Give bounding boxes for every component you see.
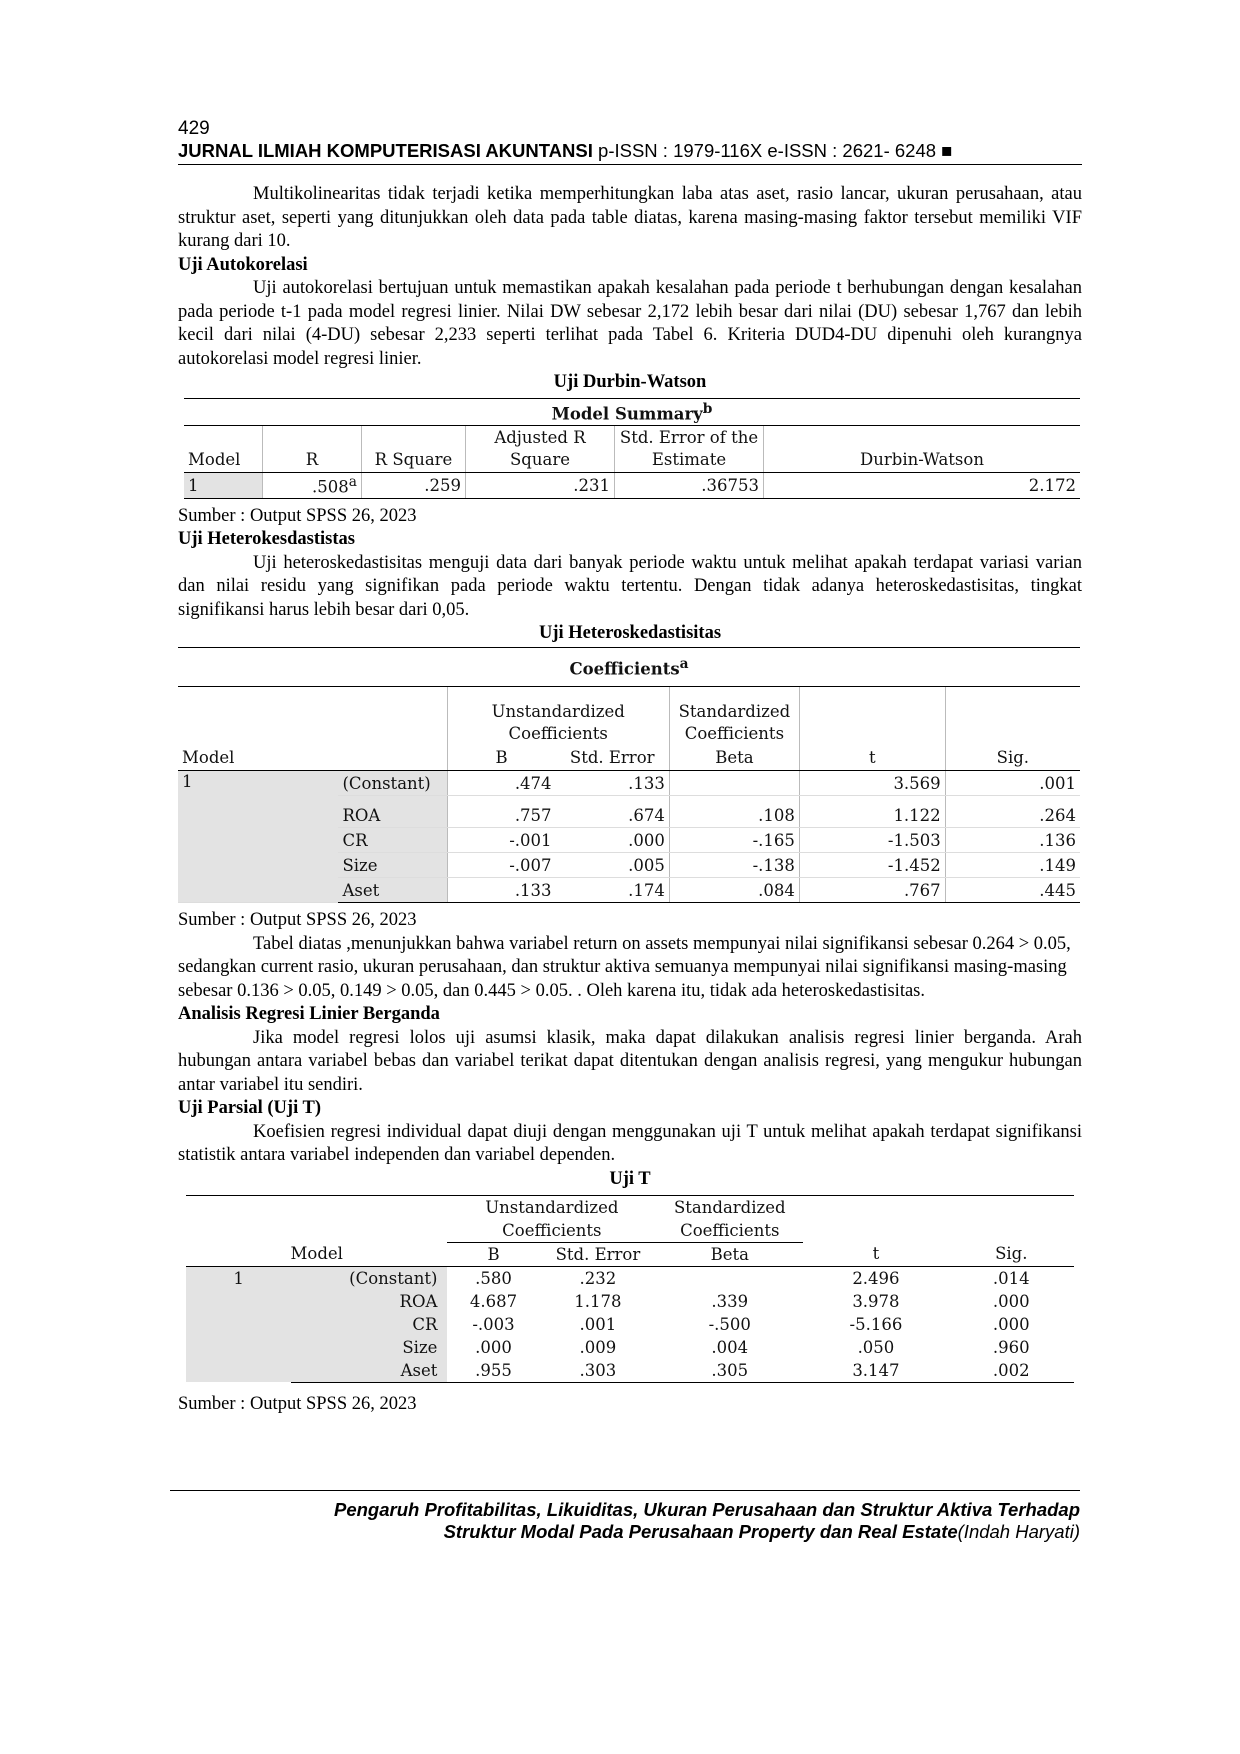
heteroskedastisitas-table [178,647,1080,903]
caption-heteroskedastisitas: Uji Heteroskedastisitas [538,623,722,643]
paragraph-heteroskedastisitas: Uji heteroskedastisitas menguji data dari banyak periode waktu untuk melihat apakah terdapat variasi varian dan nilai residu yang signifikan pada periode waktu tertentu. Dengan tidak adanya heteroskedastisitas, tingkat signifikansi harus lebih besar dari 0,05. [178,552,1082,620]
cell-t: -1.452 [799,853,945,878]
table-title: Model Summary$^b$ [184,399,1080,426]
cell-std-error: .009 [579,1337,617,1357]
row-label: ROA [338,796,447,828]
footer-author: (Indah Haryati) [957,1521,1080,1542]
cell-durbin-watson: 2.172 [764,473,1081,499]
header-sig: Sig. [949,1242,1074,1266]
cell-t: 2.496 [852,1268,900,1288]
cell-b: .474 [447,771,556,796]
heading-autokorelasi: Uji Autokorelasi [178,254,308,275]
uji-t-rows [186,1266,1074,1382]
cell-beta: .305 [656,1359,803,1383]
paragraph-hetero-result: Tabel diatas ,menunjukkan bahwa variabel return on assets mempunyai nilai signifikansi sebesar 0.264 > 0.05, sedangkan current rasio, ukuran perusahaan, dan struktur aktiva semuanya mempunyai nilai signifikansi masing-masing sebesar 0.136 > 0.05, 0.149 > 0.05, dan 0.445 > 0.05. . Oleh karena itu, tidak ada heteroskedastisitas. [178,933,1071,1001]
cell-t: .767 [799,878,945,903]
body-text-2 [178,505,1082,623]
cell-beta: .004 [711,1337,749,1357]
durbin-watson-table [184,398,1080,499]
header-model: Model [186,1242,447,1266]
cell-adjusted-r-square: .231 [466,473,615,499]
source-heteroskedastisitas: Sumber : Output SPSS 26, 2023 [178,910,417,930]
caption-durbin-watson: Uji Durbin-Watson [553,372,707,392]
header-model: Model [178,746,447,771]
cell-sig: .000 [992,1291,1030,1311]
cell-beta: -.165 [669,828,799,853]
paragraph-uji-t: Koefisien regresi individual dapat diuji dengan menggunakan uji T untuk melihat apakah terdapat signifikansi statistik antara variabel independen dan variabel dependen. [178,1121,1082,1165]
uji-t-table [186,1195,1074,1383]
page-footer [170,1490,1080,1543]
cell-beta: .084 [669,878,799,903]
cell-b: -.001 [447,828,556,853]
header-unstandardized: Unstandardized Coefficients [447,687,669,747]
header-t: t [803,1242,948,1266]
cell-r: .508$^a$ [263,473,362,499]
paragraph-regresi: Jika model regresi lolos uji asumsi klasik, maka dapat dilakukan analisis regresi linier berganda. Arah hubungan antara variabel bebas dan variabel terikat dapat ditentukan dengan analisis regresi, yang mengukur hubungan antar variabel itu sendiri. [178,1027,1082,1095]
cell-model: 1 [178,771,338,903]
header-sig: Sig. [945,746,1080,771]
cell-model: 1 [184,473,263,499]
cell-std-error: .001 [579,1314,617,1334]
cell-b: .133 [447,878,556,903]
cell-std-error: .36753 [615,473,764,499]
cell-b: .955 [447,1359,539,1383]
journal-header [178,140,1082,165]
cell-sig: .136 [945,828,1080,853]
cell-r-square: .259 [362,473,466,499]
cell-t: 1.122 [799,796,945,828]
cell-std-error: .133 [556,771,670,796]
cell-t: -5.166 [849,1314,903,1334]
cell-b: -.007 [447,853,556,878]
cell-b: -.003 [472,1314,515,1334]
cell-sig: .001 [945,771,1080,796]
cell-std-error: .232 [579,1268,617,1288]
header-r: R [263,426,362,473]
cell-std-error: .303 [540,1359,657,1383]
heteroskedastisitas-rows [178,771,1080,903]
cell-beta: -.138 [669,853,799,878]
cell-std-error: 1.178 [574,1291,622,1311]
cell-sig: .000 [992,1314,1030,1334]
paragraph-multikolinearitas: Multikolinearitas tidak terjadi ketika memperhitungkan laba atas aset, rasio lancar, ukuran perusahaan, atau struktur aset, seperti yang ditunjukkan oleh data pada table diatas, karena masing-masing faktor tersebut memiliki VIF kurang dari 10. [178,184,1082,251]
row-label: (Constant) [291,1266,447,1290]
row-label: Aset [291,1359,447,1383]
cell-std-error: .005 [556,853,670,878]
header-beta: Beta [669,746,799,771]
header-beta: Beta [656,1242,803,1266]
header-std-error-estimate: Std. Error of the Estimate [615,426,764,473]
cell-t: 3.147 [803,1359,948,1383]
row-label: Size [338,853,447,878]
cell-std-error: .674 [556,796,670,828]
cell-sig: .264 [945,796,1080,828]
heading-uji-t: Uji Parsial (Uji T) [178,1098,322,1118]
journal-name: JURNAL ILMIAH KOMPUTERISASI AKUNTANSI [178,140,593,161]
cell-t: -1.503 [799,828,945,853]
cell-t: 3.569 [799,771,945,796]
header-durbin-watson: Durbin-Watson [764,426,1081,473]
cell-b: 4.687 [469,1291,518,1311]
table-title: Coefficients$^a$ [178,648,1080,687]
cell-sig: .960 [992,1337,1030,1357]
heading-heteroskedastisitas: Uji Heterokesdastistas [178,529,355,549]
cell-std-error: .174 [556,878,670,903]
cell-beta: .108 [669,796,799,828]
source-durbin-watson: Sumber : Output SPSS 26, 2023 [178,505,417,526]
header-model: Model [184,426,263,473]
header-b: B [447,746,556,771]
caption-uji-t: Uji T [609,1168,651,1189]
source-uji-t: Sumber : Output SPSS 26, 2023 [178,1393,417,1414]
header-standardized: Standardized Coefficients [656,1195,803,1242]
header-standardized: Standardized Coefficients [669,687,799,747]
header-std-error: Std. Error [556,746,670,771]
cell-sig: .149 [945,853,1080,878]
cell-b: .000 [475,1337,512,1357]
page-content [178,118,1082,1416]
journal-issn: p-ISSN : 1979-116X e-ISSN : 2621- 6248 ■ [592,140,953,161]
header-std-error: Std. Error [540,1242,657,1266]
cell-b: .757 [447,796,556,828]
header-r-square: R Square [362,426,466,473]
row-label: ROA [291,1290,447,1313]
header-t: t [799,746,945,771]
body-text-3 [178,909,1082,1168]
cell-model: 1 [186,1266,291,1382]
cell-sig: .445 [945,878,1080,903]
cell-beta: -.500 [708,1314,751,1334]
row-label: (Constant) [338,771,447,796]
cell-b: .580 [475,1268,512,1288]
body-text [178,183,1082,371]
footer-title-line1: Pengaruh Profitabilitas, Likuiditas, Ukuran Perusahaan dan Struktur Aktiva Terhadap [334,1499,1080,1520]
cell-sig: .014 [992,1268,1030,1288]
row-label: Size [291,1336,447,1359]
cell-t: .050 [857,1337,895,1357]
cell-std-error: .000 [556,828,670,853]
heading-regresi: Analisis Regresi Linier Berganda [178,1004,440,1024]
page-number: 429 [178,118,210,139]
header-unstandardized: Unstandardized Coefficients [447,1195,656,1242]
cell-sig: .002 [949,1359,1074,1383]
row-label: CR [338,828,447,853]
paragraph-autokorelasi: Uji autokorelasi bertujuan untuk memastikan apakah kesalahan pada periode t berhubungan dengan kesalahan pada periode t-1 pada model regresi linier. Nilai DW sebesar 2,172 lebih besar dari nilai (DU) sebesar 1,767 dan lebih kecil dari nilai (4-DU) sebesar 2,233 seperti terlihat pada Tabel 6. Kriteria DUD4-DU dipenuhi oleh kurangnya autokorelasi model regresi linier. [178,278,1082,369]
cell-beta: .339 [711,1291,749,1311]
footer-title-line2: Struktur Modal Pada Perusahaan Property dan Real Estate [443,1521,958,1542]
cell-beta [669,771,799,796]
row-label: CR [291,1313,447,1336]
row-label: Aset [338,878,447,903]
header-b: B [447,1242,539,1266]
cell-beta [656,1266,803,1290]
header-adjusted-r-square: Adjusted R Square [466,426,615,473]
cell-t: 3.978 [852,1291,900,1311]
